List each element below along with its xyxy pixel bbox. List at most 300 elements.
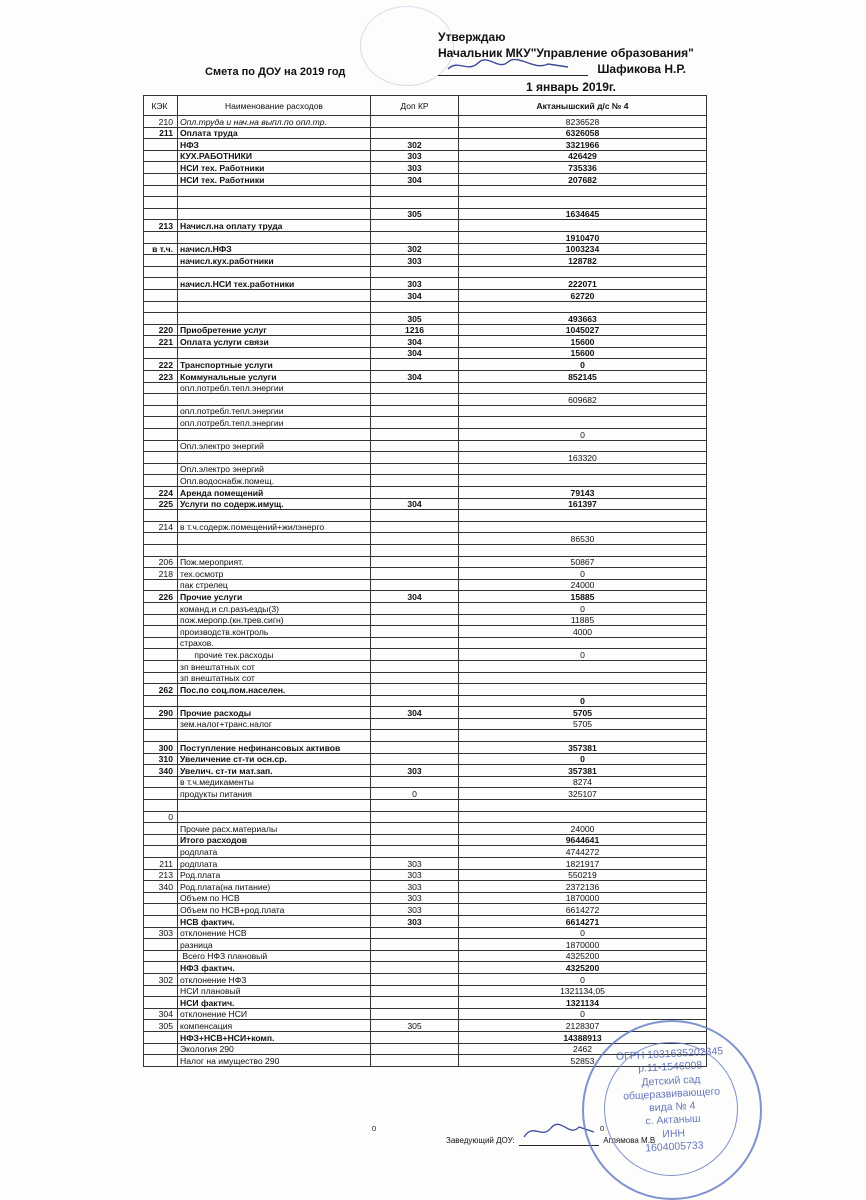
table-row bbox=[144, 846, 707, 858]
table-row bbox=[144, 997, 707, 1009]
row-name: НСВ фактич. bbox=[178, 915, 371, 927]
row-code: 221 bbox=[144, 336, 178, 348]
table-row bbox=[144, 765, 707, 777]
row-name bbox=[178, 231, 371, 243]
head-name: Аглямова М.В bbox=[603, 1136, 656, 1145]
row-name: НСИ тех. Работники bbox=[178, 162, 371, 174]
row-value bbox=[459, 544, 707, 556]
row-value bbox=[459, 266, 707, 278]
row-value: 0 bbox=[459, 429, 707, 441]
row-name: КУХ.РАБОТНИКИ bbox=[178, 150, 371, 162]
row-dop bbox=[371, 463, 459, 475]
row-value: 15600 bbox=[459, 336, 707, 348]
table-row bbox=[144, 463, 707, 475]
row-code: 226 bbox=[144, 591, 178, 603]
table-row bbox=[144, 510, 707, 522]
row-dop bbox=[371, 695, 459, 707]
row-name bbox=[178, 533, 371, 545]
row-name bbox=[178, 313, 371, 325]
row-code bbox=[144, 695, 178, 707]
row-name: НФЗ фактич. bbox=[178, 962, 371, 974]
table-row bbox=[144, 173, 707, 185]
table-row bbox=[144, 127, 707, 139]
row-code bbox=[144, 440, 178, 452]
row-dop bbox=[371, 301, 459, 313]
footer-zero-right: 0 bbox=[600, 1124, 605, 1133]
row-dop bbox=[371, 487, 459, 499]
row-name: Род.плата(на питание) bbox=[178, 881, 371, 893]
row-name: Начисл.на оплату труда bbox=[178, 220, 371, 232]
row-name: в т.ч.содерж.помещений+жилэнерго bbox=[178, 521, 371, 533]
row-code: 340 bbox=[144, 881, 178, 893]
row-value: 550219 bbox=[459, 869, 707, 881]
row-value: 9644641 bbox=[459, 834, 707, 846]
row-dop bbox=[371, 742, 459, 754]
seal-line: ИНН bbox=[662, 1127, 686, 1141]
row-code: 303 bbox=[144, 927, 178, 939]
row-name: Опл.электро энергий bbox=[178, 463, 371, 475]
row-code: в т.ч. bbox=[144, 243, 178, 255]
row-dop: 304 bbox=[371, 371, 459, 383]
table-row bbox=[144, 823, 707, 835]
row-name bbox=[178, 185, 371, 197]
row-code bbox=[144, 672, 178, 684]
row-name: Экология 290 bbox=[178, 1043, 371, 1055]
row-code bbox=[144, 637, 178, 649]
row-dop: 304 bbox=[371, 347, 459, 359]
row-code bbox=[144, 834, 178, 846]
row-value: 4000 bbox=[459, 626, 707, 638]
row-value: 1634645 bbox=[459, 208, 707, 220]
row-code bbox=[144, 429, 178, 441]
row-code: 218 bbox=[144, 568, 178, 580]
row-code bbox=[144, 162, 178, 174]
row-value: 4325200 bbox=[459, 962, 707, 974]
row-code bbox=[144, 150, 178, 162]
row-name: зп внештатных сот bbox=[178, 660, 371, 672]
row-value: 161397 bbox=[459, 498, 707, 510]
row-dop bbox=[371, 220, 459, 232]
table-row bbox=[144, 753, 707, 765]
row-code bbox=[144, 788, 178, 800]
table-row bbox=[144, 811, 707, 823]
row-dop bbox=[371, 660, 459, 672]
row-code bbox=[144, 313, 178, 325]
row-code bbox=[144, 730, 178, 742]
row-code: 340 bbox=[144, 765, 178, 777]
table-row bbox=[144, 116, 707, 128]
row-code bbox=[144, 208, 178, 220]
table-row bbox=[144, 742, 707, 754]
row-dop bbox=[371, 452, 459, 464]
seal-text bbox=[613, 1045, 730, 1157]
row-value: 0 bbox=[459, 973, 707, 985]
row-value: 24000 bbox=[459, 823, 707, 835]
row-dop: 303 bbox=[371, 278, 459, 290]
table-row bbox=[144, 672, 707, 684]
seal-line: вида № 4 bbox=[648, 1099, 696, 1115]
row-code bbox=[144, 823, 178, 835]
row-value bbox=[459, 730, 707, 742]
row-value: 357381 bbox=[459, 765, 707, 777]
row-name: отклонение НФЗ bbox=[178, 973, 371, 985]
table-row bbox=[144, 255, 707, 267]
row-name bbox=[178, 811, 371, 823]
row-value bbox=[459, 405, 707, 417]
row-code: 310 bbox=[144, 753, 178, 765]
row-name: НСИ плановый bbox=[178, 985, 371, 997]
row-dop: 304 bbox=[371, 289, 459, 301]
table-row bbox=[144, 289, 707, 301]
table-row bbox=[144, 649, 707, 661]
row-value: 609682 bbox=[459, 394, 707, 406]
row-code bbox=[144, 892, 178, 904]
row-code: 225 bbox=[144, 498, 178, 510]
row-dop: 302 bbox=[371, 139, 459, 151]
row-dop bbox=[371, 510, 459, 522]
table-row bbox=[144, 892, 707, 904]
row-value: 15600 bbox=[459, 347, 707, 359]
row-value: 52853 bbox=[459, 1055, 707, 1067]
row-value bbox=[459, 185, 707, 197]
row-value bbox=[459, 510, 707, 522]
approver-position: Начальник МКУ"Управление образования" bbox=[438, 46, 694, 60]
row-dop bbox=[371, 823, 459, 835]
table-body bbox=[144, 116, 707, 1067]
seal-line: ОГРН 1031635202345 bbox=[615, 1045, 724, 1063]
row-dop: 302 bbox=[371, 243, 459, 255]
row-name bbox=[178, 208, 371, 220]
table-row bbox=[144, 498, 707, 510]
table-row bbox=[144, 533, 707, 545]
row-name: Опл.водоснабж.помещ. bbox=[178, 475, 371, 487]
row-name: НСИ тех. Работники bbox=[178, 173, 371, 185]
row-code bbox=[144, 185, 178, 197]
table-row bbox=[144, 973, 707, 985]
table-row bbox=[144, 394, 707, 406]
row-dop: 303 bbox=[371, 904, 459, 916]
row-dop bbox=[371, 997, 459, 1009]
row-name: продукты питания bbox=[178, 788, 371, 800]
row-name: родплата bbox=[178, 846, 371, 858]
row-dop bbox=[371, 684, 459, 696]
table-header-row bbox=[144, 96, 707, 116]
row-name: Прочие услуги bbox=[178, 591, 371, 603]
row-name: НФЗ+НСВ+НСИ+комп. bbox=[178, 1031, 371, 1043]
row-value: 1045027 bbox=[459, 324, 707, 336]
row-name bbox=[178, 289, 371, 301]
row-name: НСИ фактич. bbox=[178, 997, 371, 1009]
row-dop bbox=[371, 834, 459, 846]
table-row bbox=[144, 359, 707, 371]
row-dop bbox=[371, 544, 459, 556]
table-row bbox=[144, 452, 707, 464]
table-row bbox=[144, 139, 707, 151]
row-name bbox=[178, 510, 371, 522]
row-name: прочие тек.расходы bbox=[178, 649, 371, 661]
row-code: 213 bbox=[144, 220, 178, 232]
table-row bbox=[144, 1020, 707, 1032]
table-row bbox=[144, 405, 707, 417]
approval-date: 1 январь 2019г. bbox=[526, 80, 617, 94]
table-row bbox=[144, 544, 707, 556]
row-code: 211 bbox=[144, 127, 178, 139]
row-name: родплата bbox=[178, 858, 371, 870]
row-value: 2462 bbox=[459, 1043, 707, 1055]
row-name: отклонение НСВ bbox=[178, 927, 371, 939]
row-code bbox=[144, 915, 178, 927]
row-value: 1870000 bbox=[459, 939, 707, 951]
row-dop: 305 bbox=[371, 208, 459, 220]
row-code bbox=[144, 800, 178, 812]
row-name bbox=[178, 197, 371, 209]
row-value: 1321134,05 bbox=[459, 985, 707, 997]
table-row bbox=[144, 660, 707, 672]
row-dop bbox=[371, 266, 459, 278]
seal-line: р.11-1546008 bbox=[637, 1059, 703, 1076]
table-row bbox=[144, 556, 707, 568]
table-row bbox=[144, 707, 707, 719]
row-dop: 304 bbox=[371, 591, 459, 603]
row-name bbox=[178, 800, 371, 812]
row-code: 305 bbox=[144, 1020, 178, 1032]
table-row bbox=[144, 695, 707, 707]
row-name: Налог на имущество 290 bbox=[178, 1055, 371, 1067]
table-row bbox=[144, 904, 707, 916]
row-code bbox=[144, 626, 178, 638]
row-value bbox=[459, 475, 707, 487]
row-value: 1003234 bbox=[459, 243, 707, 255]
row-value: 6614271 bbox=[459, 915, 707, 927]
row-name: зп внештатных сот bbox=[178, 672, 371, 684]
row-value: 6326058 bbox=[459, 127, 707, 139]
row-code bbox=[144, 139, 178, 151]
row-name bbox=[178, 429, 371, 441]
row-name: пож.меропр.(кн.трев.сигн) bbox=[178, 614, 371, 626]
table-row bbox=[144, 336, 707, 348]
row-code bbox=[144, 231, 178, 243]
row-dop bbox=[371, 939, 459, 951]
row-name: зем.налог+транс.налог bbox=[178, 718, 371, 730]
row-dop bbox=[371, 1055, 459, 1067]
row-code bbox=[144, 382, 178, 394]
table-row bbox=[144, 915, 707, 927]
row-dop bbox=[371, 1031, 459, 1043]
row-name: начисл.НФЗ bbox=[178, 243, 371, 255]
row-code: 262 bbox=[144, 684, 178, 696]
row-value: 0 bbox=[459, 927, 707, 939]
table-row bbox=[144, 985, 707, 997]
row-name: Объем по НСВ bbox=[178, 892, 371, 904]
row-name: пак стрелец bbox=[178, 579, 371, 591]
row-dop bbox=[371, 440, 459, 452]
table-row bbox=[144, 313, 707, 325]
table-row bbox=[144, 858, 707, 870]
row-code bbox=[144, 173, 178, 185]
row-name: НФЗ bbox=[178, 139, 371, 151]
row-value: 735336 bbox=[459, 162, 707, 174]
row-dop bbox=[371, 533, 459, 545]
row-code bbox=[144, 997, 178, 1009]
row-dop bbox=[371, 973, 459, 985]
estimate-table bbox=[143, 95, 707, 1067]
table-row bbox=[144, 231, 707, 243]
table-row bbox=[144, 266, 707, 278]
row-name: Транспортные услуги bbox=[178, 359, 371, 371]
row-name: Опл.труда и нач.на выпл.по опл.тр. bbox=[178, 116, 371, 128]
table-row bbox=[144, 197, 707, 209]
row-code bbox=[144, 533, 178, 545]
row-name: Род.плата bbox=[178, 869, 371, 881]
row-dop: 304 bbox=[371, 498, 459, 510]
row-name: Оплата услуги связи bbox=[178, 336, 371, 348]
row-value: 1910470 bbox=[459, 231, 707, 243]
table-row bbox=[144, 626, 707, 638]
row-code bbox=[144, 255, 178, 267]
row-code: 224 bbox=[144, 487, 178, 499]
row-value: 0 bbox=[459, 359, 707, 371]
row-code: 0 bbox=[144, 811, 178, 823]
row-code: 222 bbox=[144, 359, 178, 371]
row-name: Приобретение услуг bbox=[178, 324, 371, 336]
row-dop bbox=[371, 927, 459, 939]
row-code bbox=[144, 347, 178, 359]
row-value: 86530 bbox=[459, 533, 707, 545]
row-name: Опл.электро энергий bbox=[178, 440, 371, 452]
approve-label: Утверждаю bbox=[438, 30, 506, 44]
col-kek: КЭК bbox=[144, 96, 178, 116]
row-code bbox=[144, 985, 178, 997]
row-value: 8274 bbox=[459, 776, 707, 788]
table-row bbox=[144, 568, 707, 580]
row-name bbox=[178, 266, 371, 278]
row-dop bbox=[371, 1008, 459, 1020]
row-name bbox=[178, 452, 371, 464]
table-row bbox=[144, 278, 707, 290]
row-dop bbox=[371, 521, 459, 533]
row-name: Пож.мероприят. bbox=[178, 556, 371, 568]
row-value: 222071 bbox=[459, 278, 707, 290]
col-name: Наименование расходов bbox=[178, 96, 371, 116]
table-row bbox=[144, 521, 707, 533]
row-code bbox=[144, 475, 178, 487]
row-name bbox=[178, 394, 371, 406]
row-name: разница bbox=[178, 939, 371, 951]
row-name: начисл.НСИ тех.работники bbox=[178, 278, 371, 290]
table-row bbox=[144, 776, 707, 788]
row-dop: 303 bbox=[371, 162, 459, 174]
row-code bbox=[144, 452, 178, 464]
row-name bbox=[178, 544, 371, 556]
row-value bbox=[459, 301, 707, 313]
row-value: 0 bbox=[459, 695, 707, 707]
row-dop: 303 bbox=[371, 892, 459, 904]
row-dop bbox=[371, 846, 459, 858]
table-row bbox=[144, 324, 707, 336]
table-row bbox=[144, 220, 707, 232]
row-name bbox=[178, 730, 371, 742]
row-value: 5705 bbox=[459, 718, 707, 730]
row-name: Пос.по соц.пом.населен. bbox=[178, 684, 371, 696]
row-code bbox=[144, 301, 178, 313]
row-value: 426429 bbox=[459, 150, 707, 162]
row-value: 852145 bbox=[459, 371, 707, 383]
row-dop bbox=[371, 811, 459, 823]
row-name: в т.ч.медикаменты bbox=[178, 776, 371, 788]
row-value bbox=[459, 637, 707, 649]
row-dop bbox=[371, 950, 459, 962]
table-row bbox=[144, 869, 707, 881]
row-code bbox=[144, 417, 178, 429]
row-value bbox=[459, 521, 707, 533]
row-code bbox=[144, 950, 178, 962]
row-value: 2372136 bbox=[459, 881, 707, 893]
row-value: 79143 bbox=[459, 487, 707, 499]
row-dop bbox=[371, 614, 459, 626]
row-value: 5705 bbox=[459, 707, 707, 719]
row-value: 24000 bbox=[459, 579, 707, 591]
row-code bbox=[144, 544, 178, 556]
row-name: Услуги по содерж.имущ. bbox=[178, 498, 371, 510]
table-row bbox=[144, 162, 707, 174]
row-dop bbox=[371, 405, 459, 417]
row-code bbox=[144, 939, 178, 951]
row-value bbox=[459, 382, 707, 394]
row-value bbox=[459, 672, 707, 684]
row-value bbox=[459, 800, 707, 812]
row-dop: 303 bbox=[371, 915, 459, 927]
row-name: производств.контроль bbox=[178, 626, 371, 638]
table-row bbox=[144, 243, 707, 255]
approver-name: Шафикова Н.Р. bbox=[597, 62, 686, 76]
row-name: Увеличение ст-ти осн.ср. bbox=[178, 753, 371, 765]
row-name: Увелич. ст-ти мат.зап. bbox=[178, 765, 371, 777]
table-row bbox=[144, 417, 707, 429]
row-value: 0 bbox=[459, 568, 707, 580]
row-code bbox=[144, 1055, 178, 1067]
row-code bbox=[144, 660, 178, 672]
table-row bbox=[144, 718, 707, 730]
row-value bbox=[459, 417, 707, 429]
row-code: 290 bbox=[144, 707, 178, 719]
row-name: опл.потребл.тепл.энергии bbox=[178, 417, 371, 429]
row-dop bbox=[371, 197, 459, 209]
row-code: 300 bbox=[144, 742, 178, 754]
row-value: 0 bbox=[459, 649, 707, 661]
row-dop bbox=[371, 568, 459, 580]
row-dop bbox=[371, 753, 459, 765]
row-value: 62720 bbox=[459, 289, 707, 301]
row-code: 213 bbox=[144, 869, 178, 881]
row-value bbox=[459, 660, 707, 672]
row-dop bbox=[371, 417, 459, 429]
row-dop: 303 bbox=[371, 858, 459, 870]
organization-seal bbox=[582, 1020, 762, 1200]
row-value: 0 bbox=[459, 602, 707, 614]
row-name: начисл.кух.работники bbox=[178, 255, 371, 267]
approver-signature-line bbox=[438, 62, 686, 76]
table-row bbox=[144, 637, 707, 649]
row-value: 3321966 bbox=[459, 139, 707, 151]
row-value bbox=[459, 684, 707, 696]
seal-line: 1604005733 bbox=[644, 1139, 704, 1155]
row-code: 304 bbox=[144, 1008, 178, 1020]
row-dop: 305 bbox=[371, 1020, 459, 1032]
row-value: 11885 bbox=[459, 614, 707, 626]
row-name: опл.потребл.тепл.энергии bbox=[178, 382, 371, 394]
row-value bbox=[459, 220, 707, 232]
row-dop: 303 bbox=[371, 881, 459, 893]
